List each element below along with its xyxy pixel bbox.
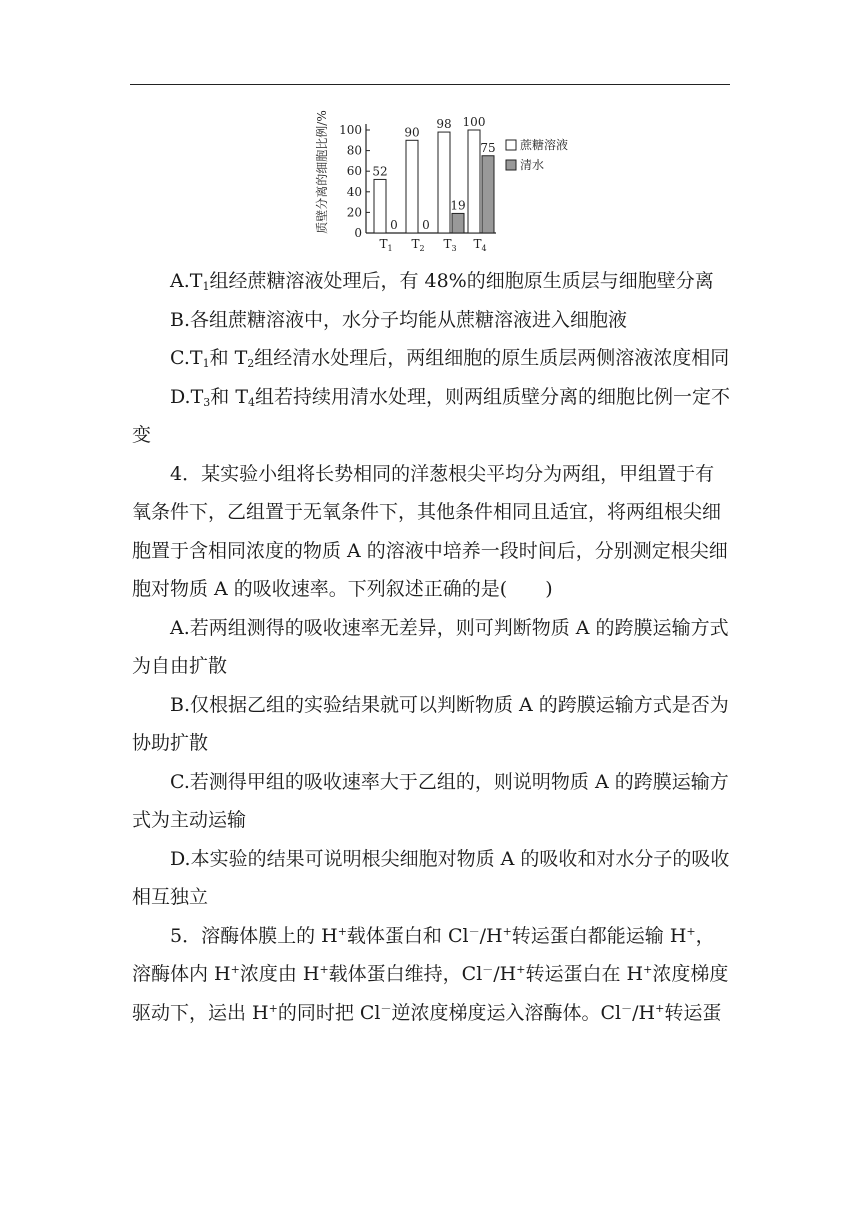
- y-ticks: [339, 123, 370, 240]
- bar: [374, 179, 386, 233]
- y-tick-label: 60: [346, 164, 362, 179]
- x-tick-label: $T_4$: [473, 237, 487, 253]
- q3-option-a: $A.T_1$组经蔗糖溶液处理后，有 48%的细胞原生质层与细胞壁分离: [170, 270, 714, 293]
- q4-option-b: B.仅根据乙组的实验结果就可以判断物质 A 的跨膜运输方式是否为协助扩散: [132, 693, 729, 754]
- y-tick-label: 100: [339, 123, 362, 137]
- q4-stem: 4．某实验小组将长势相同的洋葱根尖平均分为两组，甲组置于有氧条件下，乙组置于无氧条件下，其他条件相同且适宜，将两组根尖细胞置于含相同浓度的物质 A 的溶液中培养一段时间后，分别测定根尖细胞对物质 A 的吸收速率。下列叙述正确的是( ): [132, 462, 728, 600]
- bar-data-label: 98: [436, 117, 452, 132]
- question-content: [132, 262, 732, 1032]
- q4-option-d: D.本实验的结果可说明根尖细胞对物质 A 的吸收和对水分子的吸收相互独立: [132, 847, 730, 908]
- header-rule: [130, 84, 730, 85]
- bar-data-label: 90: [404, 125, 420, 140]
- bar-chart-svg: [310, 100, 610, 260]
- q3-option-d: $D.T_3$和 $T_4$组若持续用清水处理，则两组质壁分离的细胞比例一定不变: [132, 385, 731, 446]
- bar-data-label: 19: [450, 198, 466, 213]
- q3-option-c: $C.T_1$和 $T_2$组经清水处理后，两组细胞的原生质层两侧溶液浓度相同: [170, 347, 730, 370]
- y-tick-label: 40: [346, 184, 362, 199]
- y-tick-label: 20: [346, 205, 362, 220]
- legend: [506, 137, 568, 172]
- q3-option-b: B.各组蔗糖溶液中，水分子均能从蔗糖溶液进入细胞液: [170, 308, 628, 331]
- bar: [406, 140, 418, 233]
- legend-label-water: 清水: [520, 158, 545, 172]
- y-axis-label: 质壁分离的细胞比例/%: [315, 110, 329, 234]
- q4-option-c: C.若测得甲组的吸收速率大于乙组的，则说明物质 A 的跨膜运输方式为主动运输: [132, 770, 729, 831]
- bar: [482, 156, 494, 233]
- bar: [438, 132, 450, 233]
- bar-data-label: 75: [480, 140, 496, 155]
- bar-data-label: 0: [390, 218, 398, 232]
- bar-data-label: 52: [372, 164, 388, 179]
- x-tick-labels: [379, 237, 486, 253]
- x-tick-label: $T_2$: [411, 237, 425, 253]
- x-tick-label: $T_1$: [379, 237, 393, 253]
- y-tick-label: 80: [346, 143, 362, 158]
- y-tick-label: 0: [354, 226, 362, 240]
- bar-data-label: 0: [422, 218, 430, 232]
- bar-data-label: 100: [462, 115, 486, 129]
- bar: [468, 130, 480, 233]
- bars: [372, 115, 495, 233]
- q4-option-a: A.若两组测得的吸收速率无差异，则可判断物质 A 的跨膜运输方式为自由扩散: [132, 616, 729, 677]
- legend-swatch-sucrose: [506, 140, 516, 150]
- legend-label-sucrose: 蔗糖溶液: [520, 138, 569, 152]
- legend-swatch-water: [506, 160, 516, 170]
- q5-stem: 5．溶酶体膜上的 H+载体蛋白和 Cl－/H+转运蛋白都能运输 H+，溶酶体内 H+浓度由 H+载体蛋白维持，Cl－/H+转运蛋白在 H+浓度梯度驱动下，运出 H+的同时把 Cl－逆浓度梯度运入溶酶体。Cl－/H+转运蛋: [132, 924, 729, 1024]
- bar-chart: [310, 100, 610, 260]
- x-tick-label: $T_3$: [443, 237, 457, 253]
- bar: [452, 213, 464, 233]
